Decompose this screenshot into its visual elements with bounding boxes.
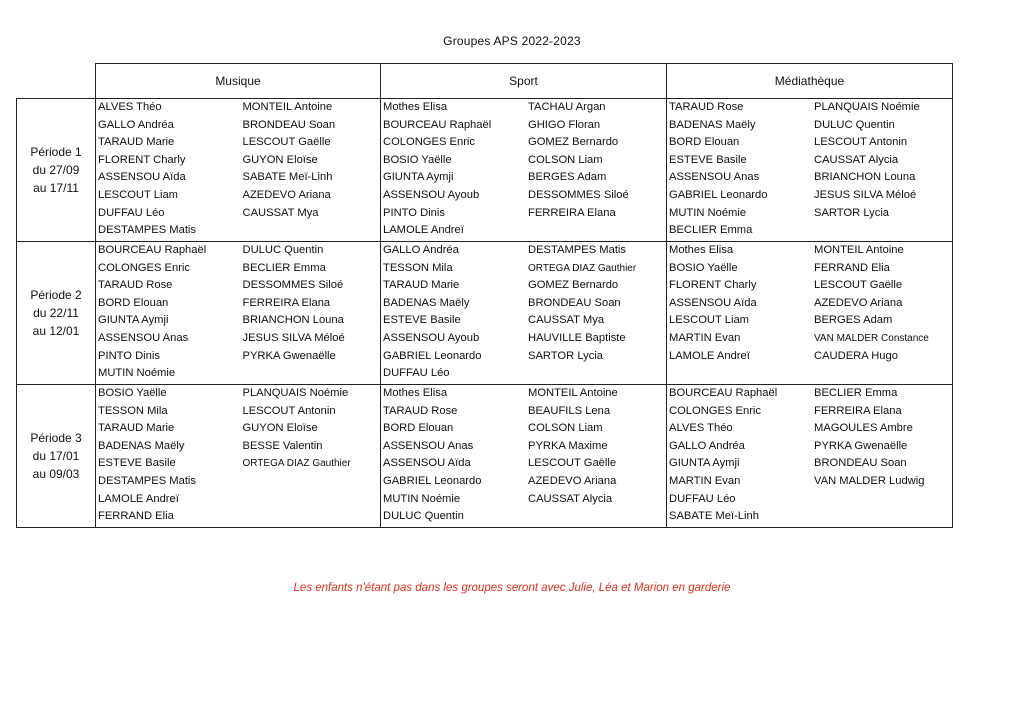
period-label-line: Période 1 xyxy=(30,145,82,159)
list-item: COLSON Liam xyxy=(528,422,603,435)
period-label xyxy=(17,242,96,385)
list-item: LESCOUT Antonin xyxy=(242,404,336,417)
list-item: ESTEVE Basile xyxy=(98,457,176,470)
list-item: FERRAND Elia xyxy=(814,261,890,274)
list-item: HAUVILLE Baptiste xyxy=(528,331,626,344)
list-item: GABRIEL Leonardo xyxy=(669,188,768,201)
list-item: ESTEVE Basile xyxy=(383,314,461,327)
list-item: MONTEIL Antoine xyxy=(814,244,904,256)
list-item: JESUS SILVA Méloé xyxy=(242,331,345,344)
list-item: Mothes Elisa xyxy=(383,387,448,399)
list-item: BOURCEAU Raphaël xyxy=(383,118,492,131)
list-item: GIUNTA Aymji xyxy=(98,314,169,327)
name-list xyxy=(812,242,952,365)
list-item: DUFFAU Léo xyxy=(383,367,450,380)
list-item: TESSON Mila xyxy=(383,261,453,274)
name-columns xyxy=(96,99,380,240)
list-item: TARAUD Marie xyxy=(98,136,175,149)
list-item: MARTIN Evan xyxy=(669,474,741,487)
name-list xyxy=(240,99,380,240)
list-item: SARTOR Lycia xyxy=(814,206,890,219)
list-item: LAMOLE Andreï xyxy=(383,224,464,237)
list-item: BOSIO Yaëlle xyxy=(669,261,738,274)
name-columns xyxy=(381,385,666,526)
page-title: Groupes APS 2022-2023 xyxy=(443,34,581,48)
list-item: FLORENT Charly xyxy=(98,153,186,166)
garderie-note: Les enfants n'étant pas dans les groupes seront avec Julie, Léa et Marion en garderie xyxy=(293,582,731,594)
name-list xyxy=(812,385,952,526)
list-item: DESTAMPES Matis xyxy=(528,244,627,256)
list-item: FERRAND Elia xyxy=(98,510,174,523)
list-item: COLONGES Enric xyxy=(669,404,762,417)
list-item: MUTIN Noémie xyxy=(98,367,176,380)
group-cell-sport xyxy=(381,242,667,385)
column-header-mediatheque: Médiathèque xyxy=(667,64,953,99)
list-item: MONTEIL Antoine xyxy=(242,101,333,113)
period-label-line: du 22/11 xyxy=(33,306,79,320)
list-item: TACHAU Argan xyxy=(528,101,606,113)
name-list xyxy=(667,385,812,526)
list-item: COLSON Liam xyxy=(528,153,603,166)
list-item: GIUNTA Aymji xyxy=(669,457,740,470)
list-item: ASSENSOU Ayoub xyxy=(383,188,480,201)
table-row xyxy=(17,99,953,242)
period-label-line: au 17/11 xyxy=(33,181,79,195)
list-item: COLONGES Enric xyxy=(98,261,191,274)
list-item: LESCOUT Gaëlle xyxy=(814,279,903,292)
list-item: PYRKA Maxime xyxy=(528,439,608,452)
list-item: GABRIEL Leonardo xyxy=(383,349,482,362)
group-cell-mediatheque xyxy=(667,242,953,385)
list-item: LESCOUT Gaëlle xyxy=(528,457,617,470)
list-item: GIUNTA Aymji xyxy=(383,171,454,184)
list-item: DESSOMMES Siloé xyxy=(242,279,344,292)
list-item: JESUS SILVA Méloé xyxy=(814,188,917,201)
table-row xyxy=(17,385,953,528)
group-cell-sport xyxy=(381,385,667,528)
list-item: BORD Elouan xyxy=(383,422,454,435)
list-item: ASSENSOU Anas xyxy=(383,439,474,452)
group-cell-sport xyxy=(381,99,667,242)
name-list xyxy=(381,385,526,526)
period-label-line: au 12/01 xyxy=(32,324,80,338)
list-item: GOMEZ Bernardo xyxy=(528,136,619,149)
list-item: PLANQUAIS Noémie xyxy=(242,387,349,399)
list-item: GUYON Eloïse xyxy=(242,422,318,435)
list-item: BRIANCHON Louna xyxy=(814,171,916,184)
list-item: DULUC Quentin xyxy=(383,510,464,523)
list-item: ORTEGA DIAZ Gauthier xyxy=(528,262,637,274)
list-item: TARAUD Rose xyxy=(98,279,173,292)
list-item: FLORENT Charly xyxy=(669,279,757,292)
name-list xyxy=(240,242,380,383)
list-item: SABATE Meï-Linh xyxy=(669,510,759,523)
list-item: DUFFAU Léo xyxy=(98,206,165,219)
list-item: GHIGO Floran xyxy=(528,118,601,131)
list-item: MARTIN Evan xyxy=(669,331,741,344)
list-item: BORD Elouan xyxy=(98,296,169,309)
name-columns xyxy=(381,99,666,240)
list-item: BERGES Adam xyxy=(814,314,893,327)
list-item: LESCOUT Liam xyxy=(669,314,749,327)
name-list xyxy=(526,242,666,383)
groups-table xyxy=(16,63,953,528)
list-item: VAN MALDER Ludwig xyxy=(814,474,925,487)
name-list xyxy=(96,99,240,240)
list-item: ORTEGA DIAZ Gauthier xyxy=(242,458,351,470)
list-item: MUTIN Noémie xyxy=(669,206,747,219)
name-list xyxy=(96,242,240,383)
list-item: PINTO Dinis xyxy=(383,206,445,219)
group-cell-musique xyxy=(96,385,381,528)
group-cell-musique xyxy=(96,242,381,385)
list-item: Mothes Elisa xyxy=(669,244,734,256)
period-label xyxy=(17,99,96,242)
list-item: ASSENSOU Ayoub xyxy=(383,331,480,344)
period-label-line: Période 2 xyxy=(30,288,82,302)
list-item: MUTIN Noémie xyxy=(383,492,461,505)
list-item: PYRKA Gwenaëlle xyxy=(242,349,336,362)
list-item: MAGOULES Ambre xyxy=(814,422,913,435)
list-item: TARAUD Marie xyxy=(98,422,175,435)
list-item: GOMEZ Bernardo xyxy=(528,279,619,292)
list-item: DESTAMPES Matis xyxy=(98,474,197,487)
group-cell-musique xyxy=(96,99,381,242)
list-item: BERGES Adam xyxy=(528,171,607,184)
name-list xyxy=(381,99,526,240)
list-item: ASSENSOU Anas xyxy=(669,171,760,184)
list-item: DUFFAU Léo xyxy=(669,492,736,505)
list-item: LESCOUT Liam xyxy=(98,188,178,201)
list-item: ESTEVE Basile xyxy=(669,153,747,166)
list-item: ASSENSOU Anas xyxy=(98,331,189,344)
list-item: BOSIO Yaëlle xyxy=(98,387,167,399)
list-item: PLANQUAIS Noémie xyxy=(814,101,920,113)
list-item: TARAUD Marie xyxy=(383,279,460,292)
list-item: Mothes Elisa xyxy=(383,101,448,113)
list-item: TARAUD Rose xyxy=(383,404,458,417)
list-item: BESSE Valentin xyxy=(242,439,323,452)
list-item: ASSENSOU Aïda xyxy=(98,171,186,184)
group-cell-mediatheque xyxy=(667,99,953,242)
list-item: CAUSSAT Mya xyxy=(242,206,319,219)
list-item: LESCOUT Gaëlle xyxy=(242,136,331,149)
list-item: VAN MALDER Constance xyxy=(814,332,929,344)
table-corner xyxy=(17,64,96,99)
list-item: PINTO Dinis xyxy=(98,349,160,362)
name-list xyxy=(381,242,526,383)
list-item: AZEDEVO Ariana xyxy=(242,188,331,201)
list-item: GABRIEL Leonardo xyxy=(383,474,482,487)
list-item: ASSENSOU Aïda xyxy=(383,457,471,470)
period-label-line: du 17/01 xyxy=(32,449,80,463)
list-item: FERREIRA Elana xyxy=(814,404,902,417)
list-item: BRONDEAU Soan xyxy=(242,118,336,131)
list-item: TESSON Mila xyxy=(98,404,168,417)
list-item: AZEDEVO Ariana xyxy=(528,474,617,487)
list-item: FERREIRA Elana xyxy=(242,296,331,309)
list-item: LAMOLE Andreï xyxy=(669,349,750,362)
name-list xyxy=(96,385,240,526)
name-list xyxy=(667,242,812,365)
list-item: PYRKA Gwenaëlle xyxy=(814,439,908,452)
list-item: TARAUD Rose xyxy=(669,101,744,113)
list-item: AZEDEVO Ariana xyxy=(814,296,903,309)
name-columns xyxy=(667,99,952,240)
list-item: BORD Elouan xyxy=(669,136,740,149)
list-item: ALVES Théo xyxy=(98,101,162,113)
list-item: FERREIRA Elana xyxy=(528,206,616,219)
list-item: GALLO Andréa xyxy=(669,439,745,452)
name-list xyxy=(667,99,812,240)
list-item: BECLIER Emma xyxy=(814,387,898,399)
list-item: SARTOR Lycia xyxy=(528,349,604,362)
list-item: CAUSSAT Alycia xyxy=(528,492,613,505)
name-columns xyxy=(381,242,666,383)
list-item: ASSENSOU Aïda xyxy=(669,296,757,309)
list-item: GALLO Andréa xyxy=(383,244,459,256)
column-header-musique: Musique xyxy=(96,64,381,99)
list-item: DULUC Quentin xyxy=(242,244,324,256)
group-cell-mediatheque xyxy=(667,385,953,528)
table-row xyxy=(17,242,953,385)
name-list xyxy=(526,385,666,526)
column-header-sport: Sport xyxy=(381,64,667,99)
list-item: BOSIO Yaëlle xyxy=(383,153,452,166)
list-item: BRIANCHON Louna xyxy=(242,314,344,327)
period-label xyxy=(17,385,96,528)
list-item: BADENAS Maëly xyxy=(383,296,470,309)
list-item: DESSOMMES Siloé xyxy=(528,188,629,201)
list-item: MONTEIL Antoine xyxy=(528,387,618,399)
list-item: BECLIER Emma xyxy=(669,224,753,237)
list-item: BEAUFILS Lena xyxy=(528,404,611,417)
list-item: DESTAMPES Matis xyxy=(98,224,197,237)
list-item: GUYON Eloïse xyxy=(242,153,318,166)
period-label-line: du 27/09 xyxy=(32,163,80,177)
name-list xyxy=(526,99,666,240)
name-list xyxy=(812,99,952,240)
list-item: BADENAS Maëly xyxy=(98,439,185,452)
list-item: BECLIER Emma xyxy=(242,261,326,274)
list-item: CAUDERA Hugo xyxy=(814,349,898,362)
list-item: LAMOLE Andreï xyxy=(98,492,179,505)
list-item: BRONDEAU Soan xyxy=(528,296,621,309)
name-columns xyxy=(667,385,952,526)
list-item: LESCOUT Antonin xyxy=(814,136,908,149)
name-columns xyxy=(667,242,952,365)
period-label-line: au 09/03 xyxy=(32,467,80,481)
name-columns xyxy=(96,242,380,383)
name-columns xyxy=(96,385,380,526)
list-item: CAUSSAT Alycia xyxy=(814,153,899,166)
period-label-line: Période 3 xyxy=(30,431,82,445)
list-item: COLONGES Enric xyxy=(383,136,476,149)
list-item: DULUC Quentin xyxy=(814,118,895,131)
list-item: BRONDEAU Soan xyxy=(814,457,907,470)
list-item: ALVES Théo xyxy=(669,422,733,435)
list-item: GALLO Andréa xyxy=(98,118,174,131)
name-list xyxy=(240,385,380,526)
list-item: BADENAS Maëly xyxy=(669,118,756,131)
list-item: SABATE Meï-Linh xyxy=(242,171,333,184)
list-item: BOURCEAU Raphaël xyxy=(98,244,207,256)
list-item: BOURCEAU Raphaël xyxy=(669,387,778,399)
list-item: CAUSSAT Mya xyxy=(528,314,605,327)
